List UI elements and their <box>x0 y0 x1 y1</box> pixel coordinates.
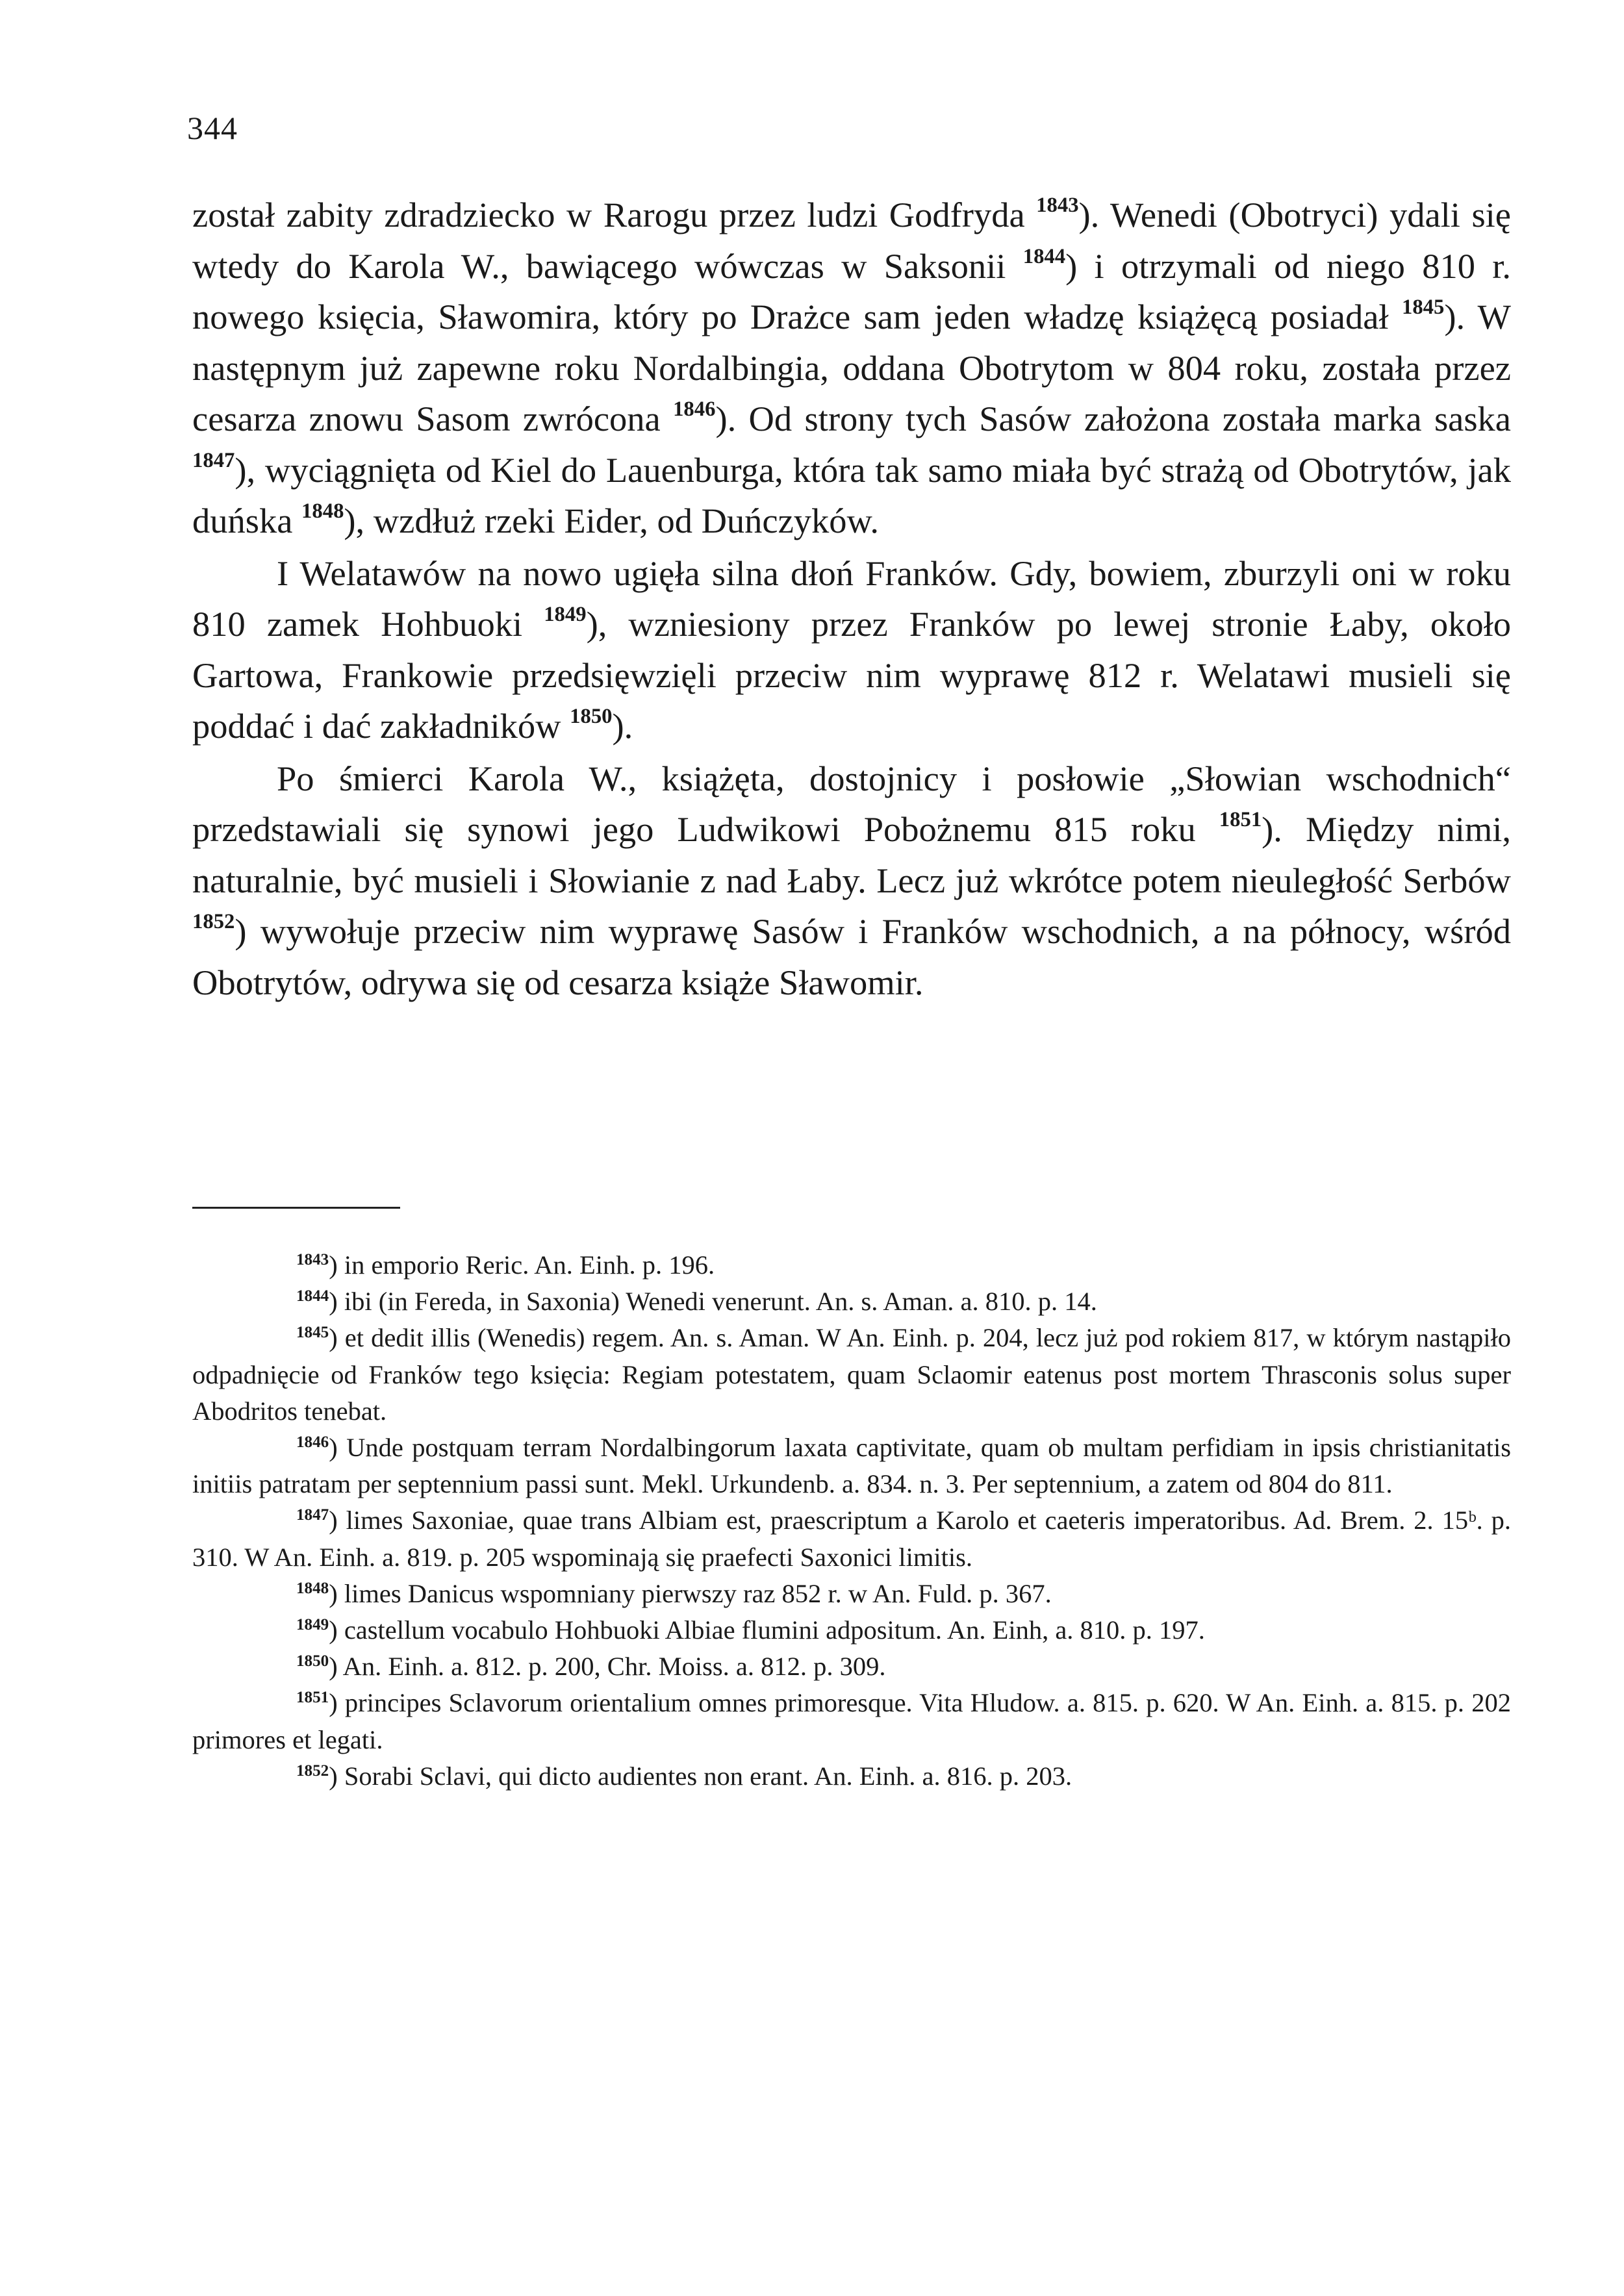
footnote-number: 1851 <box>296 1689 329 1707</box>
body-paragraph <box>192 548 1511 752</box>
footnote-number: 1846 <box>296 1433 329 1452</box>
footnote <box>192 1430 1511 1502</box>
footnote-number: 1845 <box>296 1324 329 1342</box>
footnote-text: ) Sorabi Sclavi, qui dicto audientes non erant. An. Einh. a. 816. p. 203. <box>329 1761 1072 1791</box>
body-text: I Welatawów na nowo ugięła silna dłoń Franków. Gdy, bowiem, zburzyli oni w roku 810 zamek Hohbuoki <box>192 553 1511 644</box>
body-paragraph <box>192 753 1511 1009</box>
footnote-reference: 1846 <box>673 397 716 422</box>
body-text: ), wyciągnięta od Kiel do Lauenburga, która tak samo miała być strażą od Obotrytów, jak duńska <box>192 449 1511 540</box>
body-text: ). Od strony tych Sasów założona została marka saska <box>715 399 1511 438</box>
footnote-reference: 1844 <box>1022 244 1066 268</box>
footnote <box>192 1502 1511 1575</box>
footnote <box>192 1648 1511 1685</box>
body-paragraph <box>192 190 1511 547</box>
footnote-number: 1852 <box>296 1762 329 1780</box>
footnote-separator <box>192 1207 400 1209</box>
footnote <box>192 1247 1511 1283</box>
footnote <box>192 1576 1511 1612</box>
page-number: 344 <box>187 110 238 146</box>
footnote-reference: 1850 <box>570 705 613 729</box>
footnote-text: ) principes Sclavorum orientalium omnes primoresque. Vita Hludow. a. 815. p. 620. W An. Einh. a. 815. p. 202 primores et legati. <box>192 1688 1511 1754</box>
body-text: ). <box>612 706 633 746</box>
footnote-text: ) in emporio Reric. An. Einh. p. 196. <box>329 1250 715 1280</box>
footnote-text: ) ibi (in Fereda, in Saxonia) Wenedi venerunt. An. s. Aman. a. 810. p. 14. <box>329 1287 1097 1317</box>
footnote-text: ) An. Einh. a. 812. p. 200, Chr. Moiss. a. 812. p. 309. <box>329 1652 886 1682</box>
body-text: ) i otrzymali od niego 810 r. nowego księcia, Sławomira, który po Drażce sam jeden władzę książęcą posiadał <box>192 246 1511 336</box>
footnote-number: 1843 <box>296 1251 329 1269</box>
footnote-number: 1847 <box>296 1506 329 1524</box>
footnote-reference: 1845 <box>1401 296 1445 320</box>
footnote-number: 1849 <box>296 1616 329 1634</box>
footnote <box>192 1685 1511 1758</box>
footnote-text: ) et dedit illis (Wenedis) regem. An. s. Aman. W An. Einh. p. 204, lecz już pod rokiem 817, w którym nastąpiło odpadnięcie od Franków tego księcia: Regiam potestatem, quam Sclaomir eatenus post mortem Thrasconis solus super Abodritos tenebat. <box>192 1323 1511 1426</box>
body-text: ), wzniesiony przez Franków po lewej stronie Łaby, około Gartowa, Frankowie przedsięwzięli przeciw nim wyprawę 812 r. Welatawi musieli się poddać i dać zakładników <box>192 604 1511 746</box>
body-text: ), wzdłuż rzeki Eider, od Duńczyków. <box>344 501 880 540</box>
footnote-number: 1844 <box>296 1287 329 1306</box>
footnote-text: ) limes Saxoniae, quae trans Albiam est, praescriptum a Karolo et caeteris imperatoribus. Ad. Brem. 2. 15ᵇ. p. 310. W An. Einh. a. 819. p. 205 wspominają się praefecti Saxonici limitis. <box>192 1506 1511 1572</box>
footnote-reference: 1847 <box>192 448 235 472</box>
footnote-number: 1848 <box>296 1580 329 1598</box>
body-text: ). W następnym już zapewne roku Nordalbingia, oddana Obotrytom w 804 roku, została przez cesarza znowu Sasom zwrócona <box>192 297 1511 438</box>
footnote-number: 1850 <box>296 1652 329 1671</box>
body-text: Po śmierci Karola W., książęta, dostojnicy i posłowie „Słowian wschodnich“ przedstawiali się synowi jego Ludwikowi Pobożnemu 815 roku <box>192 758 1511 849</box>
footnote-reference: 1848 <box>301 499 344 524</box>
footnote <box>192 1612 1511 1648</box>
footnote-reference: 1849 <box>544 603 587 627</box>
body-text: został zabity zdradziecko w Rarogu przez ludzi Godfryda <box>192 195 1037 234</box>
footnote-reference: 1852 <box>192 910 235 934</box>
footnotes <box>192 1247 1511 1795</box>
body-text: ) wywołuje przeciw nim wyprawę Sasów i Franków wschodnich, a na północy, wśród Obotrytów, odrywa się od cesarza książe Sławomir. <box>192 911 1511 1002</box>
footnote-text: ) limes Danicus wspomniany pierwszy raz 852 r. w An. Fuld. p. 367. <box>329 1578 1052 1608</box>
footnote <box>192 1283 1511 1320</box>
body-text: ). Między nimi, naturalnie, być musieli i Słowianie z nad Łaby. Lecz już wkrótce potem nieuległość Serbów <box>192 809 1511 900</box>
footnote-text: ) Unde postquam terram Nordalbingorum laxata captivitate, quam ob multam perfidiam in ipsis christianitatis initiis patratam per septennium passi sunt. Mekl. Urkundenb. a. 834. n. 3. Per septennium, a zatem od 804 do 811. <box>192 1433 1511 1499</box>
body-text: ). Wenedi (Obotryci) ydali się wtedy do Karola W., bawiącego wówczas w Saksonii <box>192 195 1511 286</box>
footnote-reference: 1843 <box>1036 194 1079 218</box>
footnote <box>192 1320 1511 1430</box>
footnote <box>192 1758 1511 1795</box>
footnote-reference: 1851 <box>1219 808 1262 832</box>
main-text <box>192 190 1511 1009</box>
footnote-text: ) castellum vocabulo Hohbuoki Albiae flumini adpositum. An. Einh, a. 810. p. 197. <box>329 1615 1205 1645</box>
